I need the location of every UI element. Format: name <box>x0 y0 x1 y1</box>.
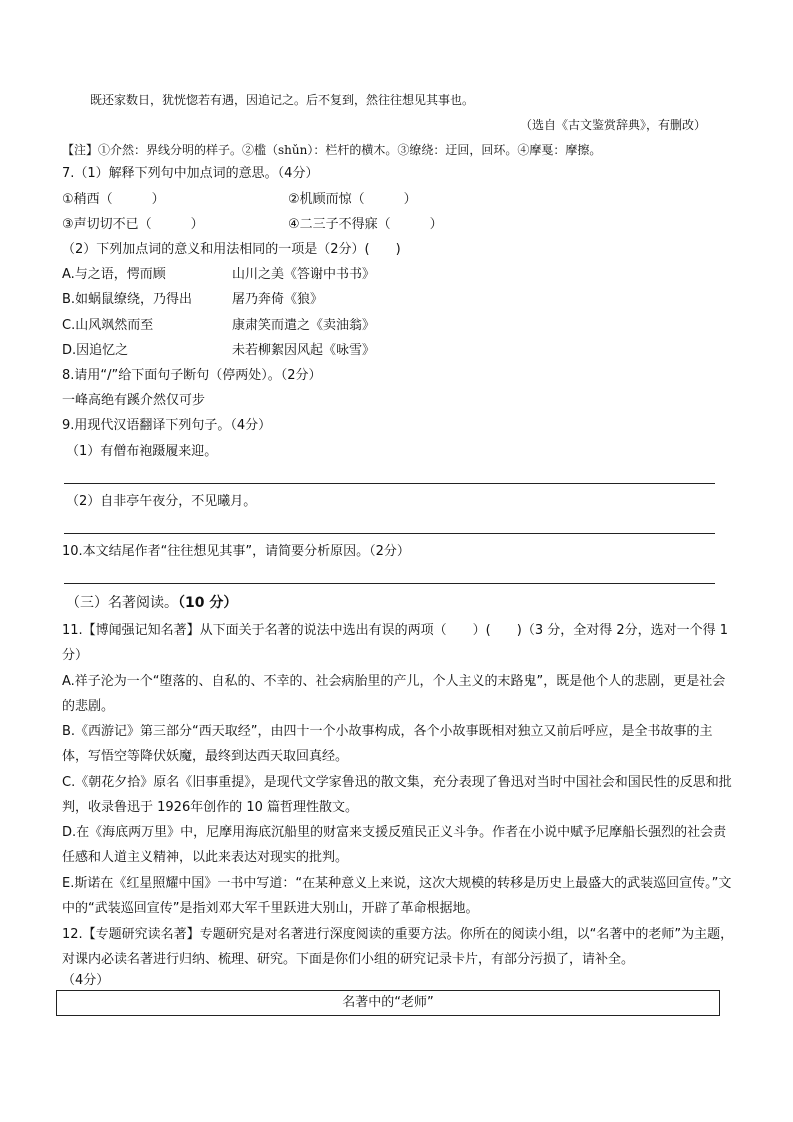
q7-option-d-left: D.因追忆之 <box>62 343 129 358</box>
q9-sentence-2: （2）自非亭午夜分，不见曦月。 <box>66 494 257 509</box>
q12-score: （4分） <box>62 973 110 988</box>
q7-sub2: （2）下列加点词的意义和用法相同的一项是（2分）( ) <box>62 242 401 257</box>
q7-option-a-right: 山川之美《答谢中书书》 <box>232 267 376 282</box>
q11-option-d: D.在《海底两万里》中，尼摩用海底沉船里的财富来支援反殖民正义斗争。作者在小说中赋予尼摩船长强烈的社会责任感和人道主义精神，以此来表达对现实的批判。 <box>62 825 727 865</box>
q7-item-2: ②机顾而惊（ ） <box>288 192 417 207</box>
q7-option-c-left: C.山风飒然而至 <box>62 318 154 333</box>
q7-option-b-right: 屠乃奔倚《狼》 <box>232 292 324 307</box>
q7-option-c-right: 康肃笑而遣之《卖油翁》 <box>232 318 376 333</box>
record-card-title-box <box>56 990 720 1016</box>
q7-option-a-left: A.与之语，愕而顾 <box>62 267 166 282</box>
q11-stem: 11.【博闻强记知名著】从下面关于名著的说法中选出有误的两项（ ）( )（3 分，全对得 2分，选对一个得 1分） <box>62 623 729 663</box>
q11-option-c: C.《朝花夕拾》原名《旧事重提》，是现代文学家鲁迅的散文集，充分表现了鲁迅对当时中国社会和国民性的反思和批判，收录鲁迅于 1926年创作的 10 篇哲理性散文。 <box>62 775 732 815</box>
q8-stem: 8.请用“/”给下面句子断句（停两处）。（2分） <box>62 368 322 383</box>
q9-sentence-1: （1）有僧布袍蹑履来迎。 <box>66 444 218 459</box>
q7-item-4: ④二三子不得寐（ ） <box>288 217 443 232</box>
q11-option-b: B.《西游记》第三部分“西天取经”，由四十一个小故事构成，各个小故事既相对独立又前后呼应，是全书故事的主体，写悟空等降伏妖魔，最终到达西天取回真经。 <box>62 724 713 764</box>
q10-stem: 10.本文结尾作者“往往想见其事”，请简要分析原因。（2分） <box>62 544 410 559</box>
section3-heading: （三）名著阅读。（10 分） <box>66 595 238 611</box>
passage-line: 既还家数日，犹恍惚若有遇，因追记之。后不复到，然往往想见其事也。 <box>90 93 475 107</box>
passage-source: （选自《古文鉴赏辞典》，有删改） <box>520 118 707 132</box>
q9-answer-line-2 <box>64 533 715 534</box>
q7-option-d-right: 未若柳絮因风起《咏雪》 <box>232 343 376 358</box>
q9-answer-line-1 <box>64 483 715 484</box>
q10-answer-line <box>64 583 715 584</box>
q7-item-3: ③声切切不已（ ） <box>62 217 204 232</box>
q12-stem: 12.【专题研究读名著】专题研究是对名著进行深度阅读的重要方法。你所在的阅读小组，以“名著中的老师”为主题，对课内必读名著进行归纳、梳理、研究。下面是你们小组的研究记录卡片，有部分污损了，请补全。 <box>62 927 734 967</box>
q7-stem: 7.（1）解释下列句中加点词的意思。（4分） <box>62 166 319 181</box>
q9-stem: 9.用现代汉语翻译下列句子。（4分） <box>62 418 272 433</box>
record-card-title: 名著中的“老师” <box>342 995 434 1010</box>
q7-option-b-left: B.如蜗鼠缭绕，乃得出 <box>62 292 193 307</box>
q8-sentence: 一峰高绝有蹊介然仅可步 <box>62 393 206 408</box>
q7-item-1: ①稍西（ ） <box>62 192 165 207</box>
passage-note: 【注】①介然：界线分明的样子。②槛（shǔn）：栏杆的横木。③缭绕：迂回，回环。④摩戛：摩擦。 <box>62 143 602 157</box>
q11-option-a: A.祥子沦为一个“堕落的、自私的、不幸的、社会病胎里的产儿，个人主义的末路鬼”，既是他个人的悲剧，更是社会的悲剧。 <box>62 674 726 714</box>
q11-option-e: E.斯诺在《红星照耀中国》一书中写道：“在某种意义上来说，这次大规模的转移是历史上最盛大的武装巡回宣传。”文中的“武装巡回宣传”是指刘邓大军千里跃进大别山，开辟了革命根据地。 <box>62 876 732 916</box>
